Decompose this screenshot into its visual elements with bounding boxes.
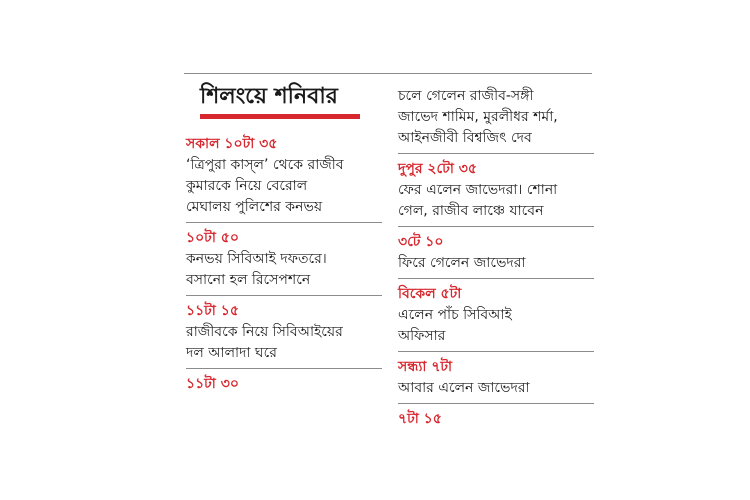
top-divider [184,73,592,74]
entry-text-line: বসানো হল রিসেপশনে [186,272,311,288]
timeline-entry [398,284,594,352]
entry-text-line: ফিরে গেলেন জাভেদরা [398,255,526,271]
title-block [200,82,362,119]
timeline-entry [398,232,594,279]
entry-time: ১১টা ১৫ [186,303,239,319]
timeline-entry [186,374,382,399]
entry-text-line: কনভয় সিবিআই দফতরে। [186,251,327,267]
entry-time: দুপুর ২টো ৩৫ [398,161,477,177]
timeline-entry [398,86,594,154]
entry-text-line: কুমারকে নিয়ে বেরোল [186,178,308,194]
page-title: শিলংয়ে শনিবার [200,84,338,109]
entry-text-line: গেল, রাজীব লাঞ্চে যাবেন [398,203,544,219]
entry-text-line: আইনজীবী বিশ্বজিৎ দেব [398,130,532,146]
entry-time: সকাল ১০টা ৩৫ [186,136,278,152]
timeline-entry [398,159,594,227]
entry-text-line: জাভেদ শামিম, মুরলীধর শর্মা, [398,109,558,125]
entry-text-line: চলে গেলেন রাজীব-সঙ্গী [398,88,534,104]
entry-text-line: অফিসার [398,328,446,344]
entry-text-line: দল আলাদা ঘরে [186,345,277,361]
title-underline [200,114,360,119]
timeline-entry [398,357,594,404]
entry-text-line: এলেন পাঁচ সিবিআই [398,307,512,323]
entry-time: ৭টা ১৫ [398,411,442,427]
entry-time: বিকেল ৫টা [398,286,462,302]
entry-time: ১১টা ৩০ [186,376,239,392]
timeline-entry [186,228,382,296]
timeline-entry [186,134,382,223]
left-column [186,134,382,404]
entry-text-line: ‘ত্রিপুরা কাস্‌ল’ থেকে রাজীব [186,157,344,173]
entry-text-line: ফের এলেন জাভেদরা। শোনা [398,182,558,198]
right-column [398,86,594,439]
entry-text-line: রাজীবকে নিয়ে সিবিআইয়ের [186,324,343,340]
timeline-entry [186,301,382,369]
timeline-entry [398,409,594,434]
entry-time: ১০টা ৫০ [186,230,239,246]
entry-time: ৩টে ১০ [398,234,444,250]
entry-time: সন্ধ্যা ৭টা [398,359,453,375]
entry-text-line: মেঘালয় পুলিশের কনভয় [186,199,323,215]
entry-text-line: আবার এলেন জাভেদরা [398,380,530,396]
